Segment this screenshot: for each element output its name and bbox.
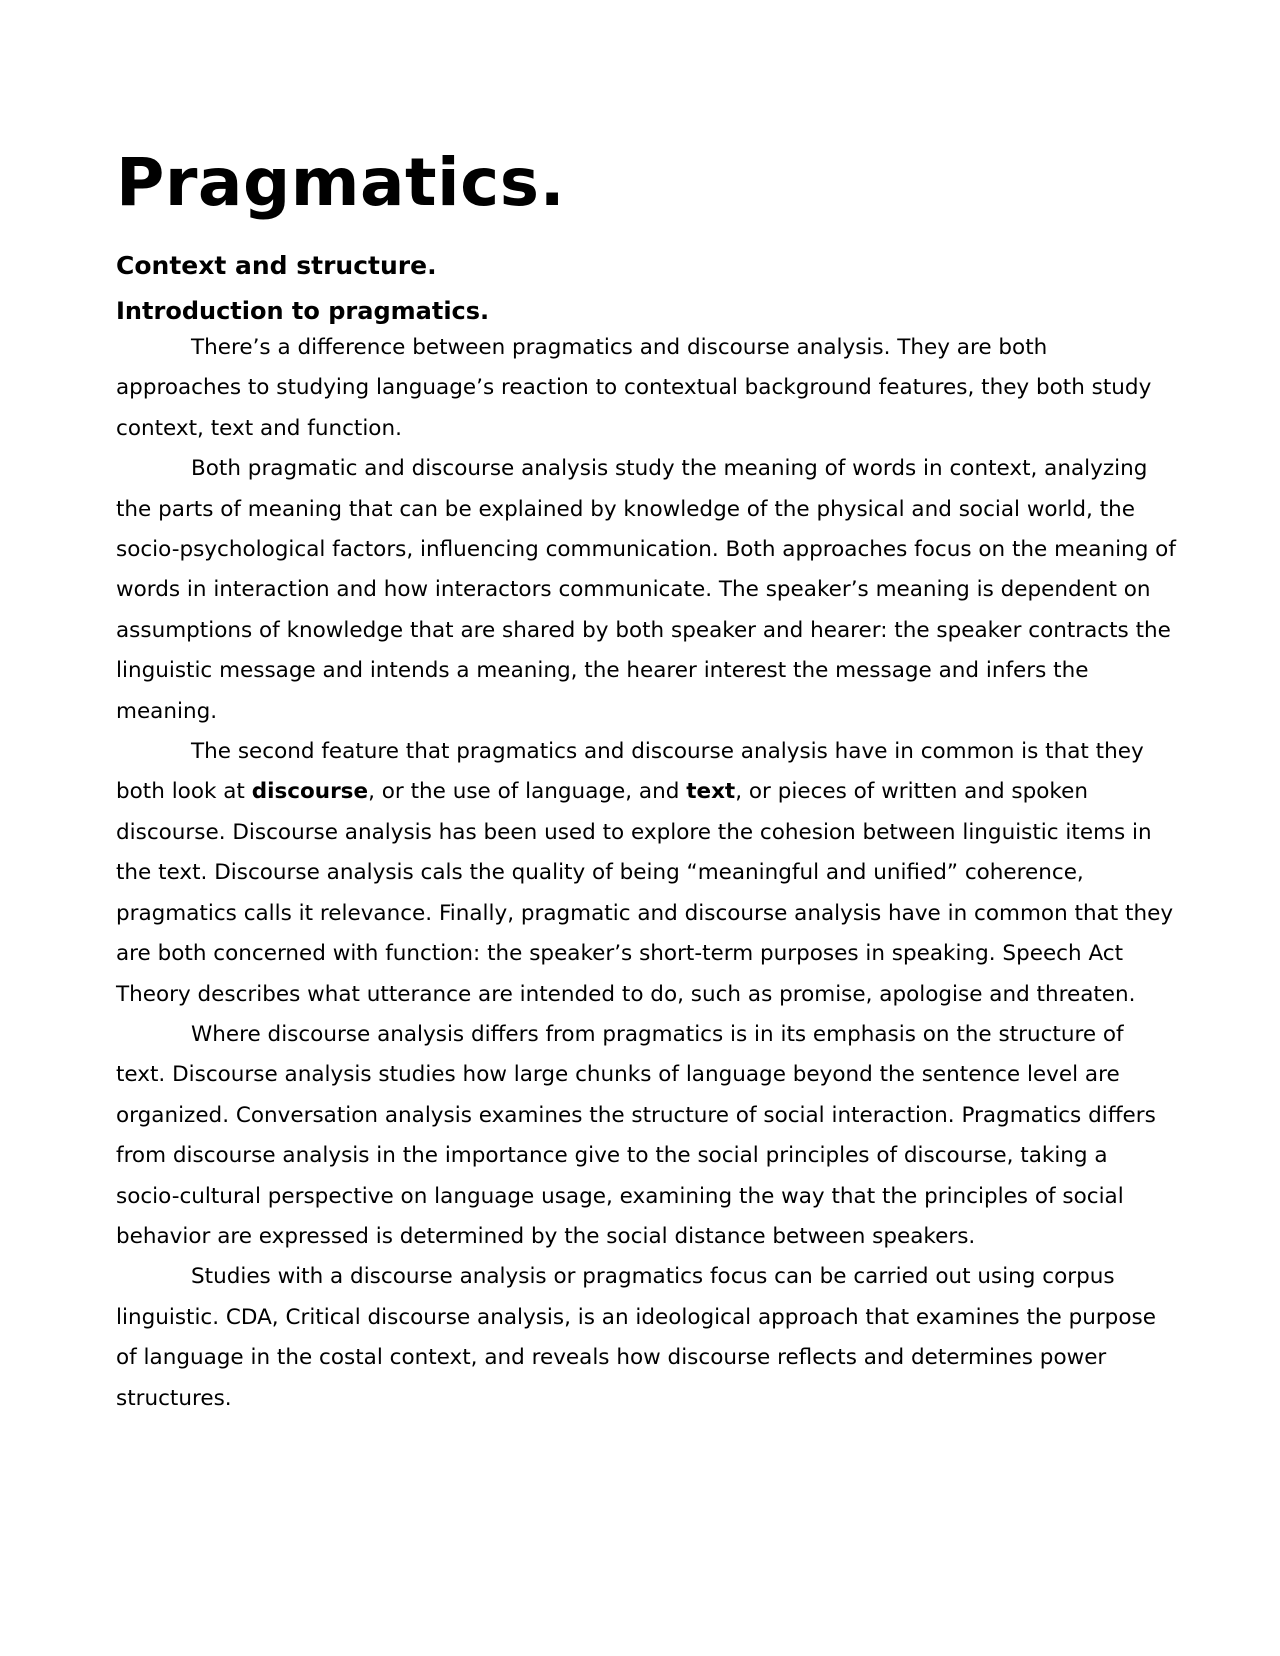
- subsection-heading: Introduction to pragmatics.: [116, 297, 490, 325]
- document-title: Pragmatics.: [116, 144, 566, 221]
- paragraph-3: [116, 732, 1176, 1015]
- paragraph-1: There’s a difference between pragmatics and discourse analysis. They are both approaches to studying language’s reaction to contextual background features, they both study context, text and function.: [116, 335, 1152, 441]
- paragraph-4: Where discourse analysis differs from pragmatics is in its emphasis on the structure of text. Discourse analysis studies how large chunks of language beyond the sentence level are organized. Conversation analysis examines the structure of social interaction. Pragmatics differs from discourse analysis in the importance give to the social principles of discourse, taking a socio-cultural perspective on language usage, examining the way that the principles of social behavior are expressed is determined by the social distance between speakers.: [116, 1021, 1156, 1249]
- paragraph-3-bold-discourse: discourse: [251, 779, 369, 805]
- paragraph-5: Studies with a discourse analysis or pragmatics focus can be carried out using corpus linguistic. CDA, Critical discourse analysis, is an ideological approach that examines the purpose of language in the costal context, and reveals how discourse reflects and determines power structures.: [116, 1264, 1156, 1411]
- paragraph-3-bold-text: text: [686, 779, 736, 805]
- paragraph-2: Both pragmatic and discourse analysis study the meaning of words in context, analyzing the parts of meaning that can be explained by knowledge of the physical and social world, the socio-psychological factors, influencing communication. Both approaches focus on the meaning of words in interaction and how interactors communicate. The speaker’s meaning is dependent on assumptions of knowledge that are shared by both speaker and hearer: the speaker contracts the linguistic message and intends a meaning, the hearer interest the message and infers the meaning.: [116, 456, 1176, 724]
- paragraph-3-text-2: , or the use of language, and: [368, 779, 687, 805]
- paragraph-3-text-3: , or pieces of written and spoken discourse. Discourse analysis has been used to explore the cohesion between linguistic items in the text. Discourse analysis cals the quality of being “meaningful and unified” coherence, pragmatics calls it relevance. Finally, pragmatic and discourse analysis have in common that they are both concerned with function: the speaker’s short-term purposes in speaking. Speech Act Theory describes what utterance are intended to do, such as promise, apologise and threaten.: [116, 779, 1174, 1007]
- document-page: [116, 138, 1176, 1419]
- section-heading: Context and structure.: [116, 251, 437, 280]
- paragraph-3-text-1: The second feature that pragmatics and discourse analysis have in common is that they both look at: [116, 739, 1144, 805]
